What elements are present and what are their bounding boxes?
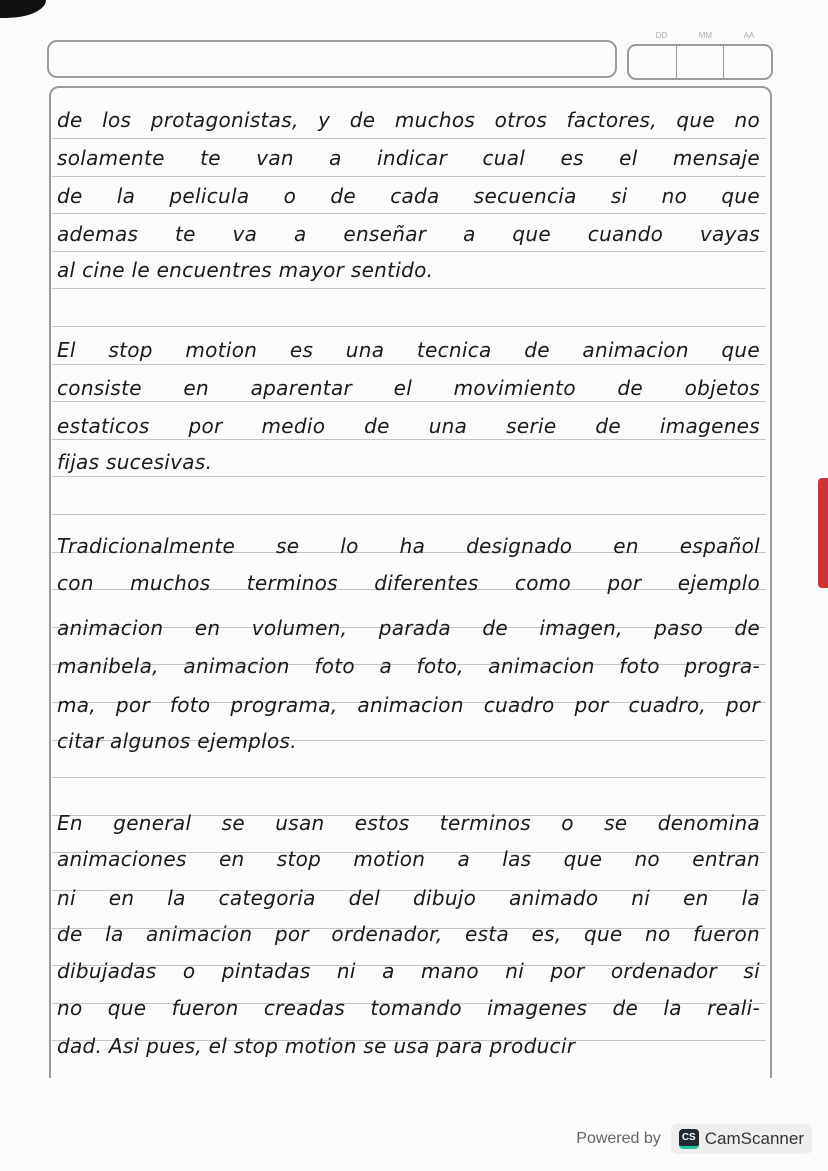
ruled-line — [52, 476, 766, 477]
date-field-box — [627, 44, 773, 80]
text-line-content: de la pelicula o de cada secuencia si no que — [57, 184, 760, 208]
text-line — [57, 258, 760, 282]
text-line — [57, 184, 760, 208]
text-line-content: El stop motion es una tecnica de animacion que — [57, 338, 760, 362]
text-line-content: al cine le encuentres mayor sentido. — [57, 258, 434, 282]
text-line-content: manibela, animacion foto a foto, animacion foto progra- — [57, 654, 760, 678]
scan-corner-shadow — [0, 0, 46, 18]
ruled-line — [52, 401, 766, 402]
text-line — [57, 414, 760, 438]
ruled-line — [52, 439, 766, 440]
text-line-content: de los protagonistas, y de muchos otros factores, que no — [57, 108, 760, 132]
date-label-day: DD — [655, 31, 668, 40]
text-line — [57, 654, 760, 678]
text-line — [57, 376, 760, 400]
text-line — [57, 729, 760, 753]
text-line-content: con muchos terminos diferentes como por ejemplo — [57, 571, 760, 595]
text-line-content: dad. Asi pues, el stop motion se usa para producir — [57, 1034, 576, 1058]
date-year-cell — [724, 46, 771, 78]
text-line-content: ademas te va a enseñar a que cuando vayas — [57, 222, 760, 246]
camscanner-watermark — [576, 1124, 812, 1154]
text-line-content: citar algunos ejemplos. — [57, 729, 297, 753]
ruled-line — [52, 364, 766, 365]
camscanner-badge — [671, 1124, 812, 1154]
text-line-content: En general se usan estos terminos o se denomina — [57, 811, 760, 835]
text-line-content: de la animacion por ordenador, esta es, que no fueron — [57, 922, 760, 946]
text-line — [57, 222, 760, 246]
text-line — [57, 534, 760, 558]
ruled-line — [52, 514, 766, 515]
text-line-content: consiste en aparentar el movimiento de objetos — [57, 376, 760, 400]
powered-by-label: Powered by — [576, 1130, 661, 1147]
date-label-year: AA — [743, 31, 755, 40]
red-edge-mark — [818, 478, 828, 588]
text-line-content: animaciones en stop motion a las que no entran — [57, 847, 760, 871]
ruled-line — [52, 251, 766, 252]
ruled-line — [52, 138, 766, 139]
ruled-line — [52, 213, 766, 214]
text-line — [57, 996, 760, 1020]
date-month-cell — [677, 46, 725, 78]
text-line-content: ma, por foto programa, animacion cuadro por cuadro, por — [57, 693, 760, 717]
date-labels — [640, 31, 770, 40]
text-line-content: Tradicionalmente se lo ha designado en español — [57, 534, 760, 558]
text-line — [57, 922, 760, 946]
text-line-content: fijas sucesivas. — [57, 450, 213, 474]
text-line — [57, 1034, 760, 1058]
text-line-content: solamente te van a indicar cual es el mensaje — [57, 146, 760, 170]
text-line — [57, 146, 760, 170]
text-line-content: no que fueron creadas tomando imagenes de la reali- — [57, 996, 760, 1020]
text-line — [57, 616, 760, 640]
text-line-content: estaticos por medio de una serie de imagenes — [57, 414, 760, 438]
date-day-cell — [629, 46, 677, 78]
text-line — [57, 811, 760, 835]
text-line — [57, 338, 760, 362]
ruled-line — [52, 777, 766, 778]
text-line — [57, 959, 760, 983]
text-line — [57, 886, 760, 910]
text-line — [57, 571, 760, 595]
text-line — [57, 108, 760, 132]
text-line — [57, 847, 760, 871]
camscanner-brand: CamScanner — [704, 1129, 804, 1148]
date-label-month: MM — [698, 31, 713, 40]
text-line-content: animacion en volumen, parada de imagen, paso de — [57, 616, 760, 640]
text-line — [57, 693, 760, 717]
ruled-line — [52, 288, 766, 289]
ruled-line — [52, 176, 766, 177]
title-field-box — [47, 40, 617, 78]
text-line — [57, 450, 760, 474]
text-line-content: ni en la categoria del dibujo animado ni en la — [57, 886, 760, 910]
ruled-line — [52, 326, 766, 327]
camscanner-logo-icon: CS — [679, 1129, 699, 1149]
text-line-content: dibujadas o pintadas ni a mano ni por ordenador si — [57, 959, 760, 983]
